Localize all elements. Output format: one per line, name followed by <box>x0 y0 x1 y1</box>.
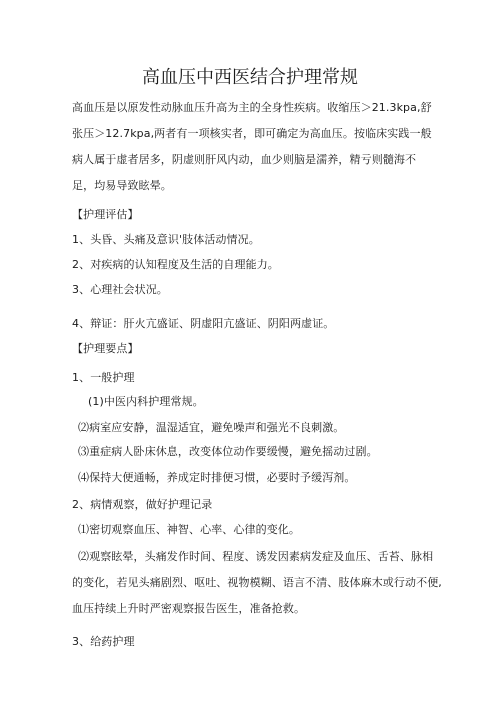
medication-heading: 3、给药护理 <box>72 635 135 648</box>
assessment-item: 1、头昏、头痛及意识'肢体活动情况。 <box>72 233 260 246</box>
general-care-item: (1)中医内科护理常规。 <box>88 395 204 408</box>
observation-item: 血压持续上升时严密观察报告医生，准备抢救。 <box>72 602 306 615</box>
assessment-item: 2、对疾病的认知程度及生活的自理能力。 <box>72 258 279 271</box>
general-care-item: ⑵病室应安静，温湿适宜，避免噪声和强光不良刺激。 <box>78 421 345 434</box>
observation-item: ⑴密切观察血压、神智、心率、心律的变化。 <box>78 523 300 536</box>
intro-line: 高血压是以原发性动脉血压升高为主的全身性疾病。收缩压＞21.3kpa,舒 <box>72 101 432 114</box>
general-care-item: ⑶重症病人卧床休息，改变体位动作要缓慢，避免摇动过剧。 <box>78 445 378 458</box>
intro-line: 张压＞12.7kpa,两者有一项核实者，即可确定为高血压。按临床实践一般 <box>72 127 432 140</box>
observation-item: ⑵观察眩晕，头痛发作时间、程度、诱发因素病发症及血压、舌苔、脉相 <box>78 550 434 563</box>
intro-line: 病人属于虚者居多，阴虚则肝风内动，血少则脑是濡养，精亏则髓海不 <box>72 153 417 166</box>
general-care-heading: 1、一般护理 <box>72 371 135 384</box>
document-title: 高血压中西医结合护理常规 <box>142 67 358 88</box>
assessment-item: 4、辩证：肝火亢盛证、阴虚阳亢盛证、阴阳两虚证。 <box>72 317 335 330</box>
general-care-item: ⑷保持大便通畅，养成定时排便习惯，必要时予缓泻剂。 <box>78 471 356 484</box>
assessment-heading: 【护理评估】 <box>72 208 139 221</box>
key-points-heading: 【护理要点】 <box>72 342 139 355</box>
assessment-item: 3、心理社会状况。 <box>72 283 168 296</box>
intro-line: 足，均易导致眩晕。 <box>72 179 172 192</box>
observation-heading: 2、病情观察，做好护理记录 <box>72 498 213 511</box>
observation-item: 的变化，若见头痛剧烈、呕吐、视物模糊、语言不清、肢体麻木或行动不便, <box>72 576 442 589</box>
